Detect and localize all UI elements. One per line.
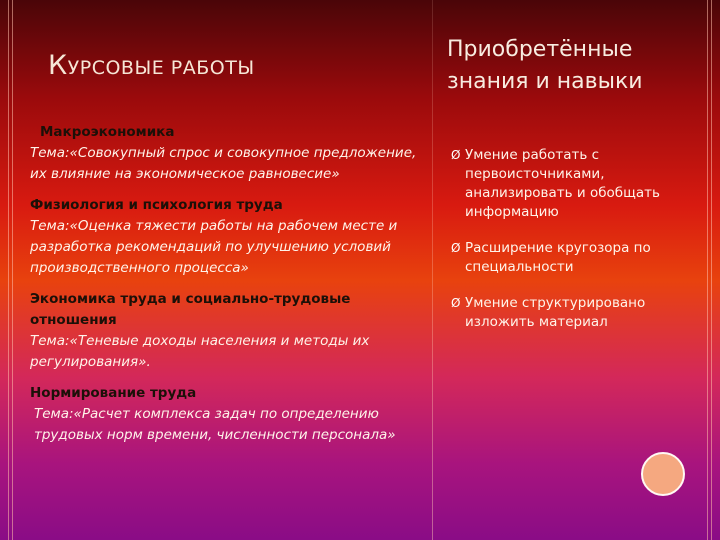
bullet-arrow-icon: Ø bbox=[451, 241, 461, 255]
skill-text: Умение работать с первоисточниками, анализировать и обобщать информацию bbox=[465, 147, 660, 220]
course-list bbox=[30, 122, 425, 456]
bullet-arrow-icon: Ø bbox=[451, 148, 461, 162]
frame-line-right-inner bbox=[707, 0, 708, 540]
course-item bbox=[30, 383, 425, 446]
course-item bbox=[30, 289, 425, 373]
skill-item bbox=[451, 239, 701, 277]
skill-text: Расширение кругозора по специальности bbox=[465, 240, 651, 275]
course-name: Макроэкономика bbox=[40, 124, 175, 140]
right-column-title: Приобретённые знания и навыки bbox=[447, 37, 643, 94]
skills-list bbox=[451, 146, 701, 349]
course-topic: Тема:«Теневые доходы населения и методы их регулирования». bbox=[30, 333, 370, 370]
course-topic: Тема:«Совокупный спрос и совокупное предложение, их влияние на экономическое равновесие» bbox=[30, 145, 417, 182]
left-column-title bbox=[48, 50, 255, 81]
course-topic: Тема:«Расчет комплекса задач по определению трудовых норм времени, численности персонала» bbox=[34, 406, 396, 443]
course-topic: Тема:«Оценка тяжести работы на рабочем месте и разработка рекомендаций по улучшению условий производственного процесса» bbox=[30, 218, 398, 276]
skill-text: Умение структурировано изложить материал bbox=[465, 295, 646, 330]
frame-line-left-inner bbox=[12, 0, 13, 540]
title-initial: К bbox=[48, 50, 68, 81]
course-name: Физиология и психология труда bbox=[30, 197, 283, 213]
column-divider bbox=[432, 0, 433, 540]
course-name: Экономика труда и социально-трудовые отношения bbox=[30, 291, 351, 328]
course-item bbox=[30, 122, 425, 185]
course-item bbox=[30, 195, 425, 279]
course-name: Нормирование труда bbox=[30, 385, 197, 401]
skill-item bbox=[451, 294, 701, 332]
frame-line-right-outer bbox=[711, 0, 712, 540]
bullet-arrow-icon: Ø bbox=[451, 296, 461, 310]
skill-item bbox=[451, 146, 701, 222]
frame-line-left-outer bbox=[8, 0, 9, 540]
title-rest: УРСОВЫЕ РАБОТЫ bbox=[67, 57, 255, 79]
decorative-circle bbox=[641, 452, 685, 496]
